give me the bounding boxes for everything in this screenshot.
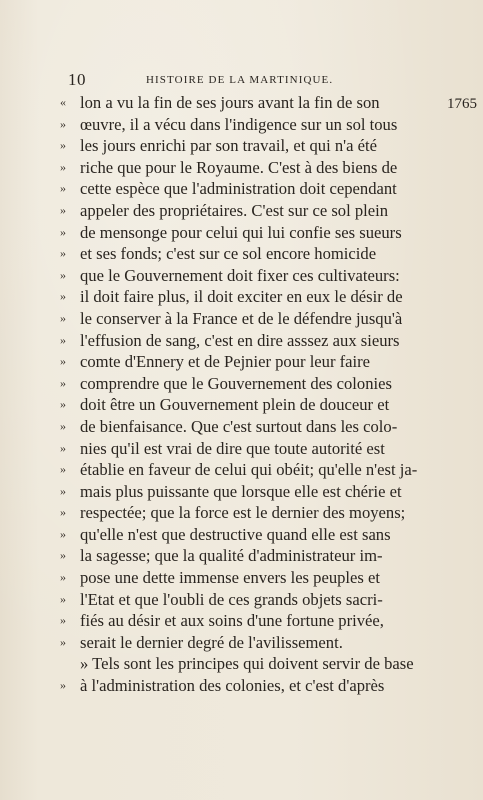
margin-year: 1765 bbox=[447, 96, 477, 112]
page-number: 10 bbox=[68, 70, 86, 89]
quote-mark: » bbox=[60, 678, 66, 693]
quote-mark: » bbox=[60, 138, 66, 153]
line-text: appeler des propriétaires. C'est sur ce sol plein bbox=[80, 200, 389, 220]
line-text: il doit faire plus, il doit exciter en eux le désir de bbox=[80, 287, 403, 307]
quote-mark: » bbox=[60, 354, 66, 369]
text-line bbox=[60, 308, 444, 330]
line-text: l'effusion de sang, c'est en dire asssez aux sieurs bbox=[80, 330, 400, 350]
text-line bbox=[60, 632, 444, 654]
text-line bbox=[60, 545, 444, 567]
text-line bbox=[60, 157, 444, 179]
quote-mark: » bbox=[60, 397, 66, 412]
quote-mark: » bbox=[60, 613, 66, 628]
line-text: doit être un Gouvernement plein de douceur et bbox=[80, 395, 390, 415]
quote-mark: » bbox=[60, 591, 66, 606]
text-line bbox=[60, 92, 444, 114]
line-text: qu'elle n'est que destructive quand elle est sans bbox=[80, 524, 391, 544]
line-text: comprendre que le Gouvernement des colonies bbox=[80, 373, 392, 393]
line-text: mais plus puissante que lorsque elle est chérie et bbox=[80, 481, 402, 501]
text-line bbox=[60, 178, 444, 200]
line-text: et ses fonds; c'est sur ce sol encore homicide bbox=[80, 244, 377, 264]
line-text: la sagesse; que la qualité d'administrateur im- bbox=[80, 546, 383, 566]
text-line bbox=[60, 373, 444, 395]
quote-mark: » bbox=[60, 526, 66, 541]
text-line bbox=[60, 135, 444, 157]
quote-mark: » bbox=[60, 116, 66, 131]
line-text: comte d'Ennery et de Pejnier pour leur faire bbox=[80, 352, 371, 372]
line-text: fiés au désir et aux soins d'une fortune privée, bbox=[80, 611, 384, 631]
text-line bbox=[60, 567, 444, 589]
text-line bbox=[60, 675, 444, 697]
text-line bbox=[60, 438, 444, 460]
line-text: œuvre, il a vécu dans l'indigence sur un sol tous bbox=[80, 114, 398, 134]
quote-mark: » bbox=[60, 181, 66, 196]
line-text: pose une dette immense envers les peuples et bbox=[80, 568, 380, 588]
line-text: riche que pour le Royaume. C'est à des biens de bbox=[80, 157, 398, 177]
page-header bbox=[68, 70, 438, 92]
line-text: de bienfaisance. Que c'est surtout dans les colo- bbox=[80, 416, 398, 436]
line-text: les jours enrichi par son travail, et qui n'a été bbox=[80, 136, 377, 156]
text-line bbox=[60, 524, 444, 546]
text-line bbox=[60, 589, 444, 611]
line-text: respectée; que la force est le dernier des moyens; bbox=[80, 503, 406, 523]
text-line bbox=[60, 502, 444, 524]
quote-mark: » bbox=[60, 159, 66, 174]
line-text: établie en faveur de celui qui obéit; qu'elle n'est ja- bbox=[80, 460, 418, 480]
line-text: le conserver à la France et de le défendre jusqu'à bbox=[80, 308, 403, 328]
line-text: que le Gouvernement doit fixer ces cultivateurs: bbox=[80, 265, 400, 285]
text-line bbox=[60, 222, 444, 244]
line-text: de mensonge pour celui qui lui confie ses sueurs bbox=[80, 222, 402, 242]
line-text: cette espèce que l'administration doit cependant bbox=[80, 179, 397, 199]
text-line bbox=[60, 653, 444, 675]
line-text: » Tels sont les principes qui doivent servir de base bbox=[80, 654, 414, 674]
text-line bbox=[60, 243, 444, 265]
quote-mark: » bbox=[60, 634, 66, 649]
quote-mark: » bbox=[60, 548, 66, 563]
text-line bbox=[60, 610, 444, 632]
text-line bbox=[60, 265, 444, 287]
quote-mark: » bbox=[60, 267, 66, 282]
quote-mark: » bbox=[60, 375, 66, 390]
quote-mark: » bbox=[60, 332, 66, 347]
quote-mark: » bbox=[60, 440, 66, 455]
text-line bbox=[60, 200, 444, 222]
quote-mark: » bbox=[60, 246, 66, 261]
line-text: l'Etat et que l'oubli de ces grands objets sacri- bbox=[80, 589, 383, 609]
body-text bbox=[60, 92, 444, 697]
quote-mark: » bbox=[60, 418, 66, 433]
text-line bbox=[60, 394, 444, 416]
quote-mark: » bbox=[60, 505, 66, 520]
text-line bbox=[60, 286, 444, 308]
quote-mark: » bbox=[60, 289, 66, 304]
quote-mark: » bbox=[60, 462, 66, 477]
line-text: lon a vu la fin de ses jours avant la fin de son bbox=[80, 93, 380, 112]
text-line bbox=[60, 481, 444, 503]
quote-mark: » bbox=[60, 483, 66, 498]
line-text: nies qu'il est vrai de dire que toute autorité est bbox=[80, 438, 385, 458]
text-line bbox=[60, 459, 444, 481]
line-text: serait le dernier degré de l'avilissement. bbox=[80, 632, 343, 652]
quote-mark: « bbox=[60, 95, 66, 109]
quote-mark: » bbox=[60, 310, 66, 325]
text-line bbox=[60, 330, 444, 352]
text-line bbox=[60, 114, 444, 136]
quote-mark: » bbox=[60, 224, 66, 239]
running-title: HISTOIRE DE LA MARTINIQUE. bbox=[146, 74, 334, 86]
quote-mark: » bbox=[60, 202, 66, 217]
quote-mark: » bbox=[60, 570, 66, 585]
text-line bbox=[60, 351, 444, 373]
text-line bbox=[60, 416, 444, 438]
line-text: à l'administration des colonies, et c'est d'après bbox=[80, 676, 385, 696]
